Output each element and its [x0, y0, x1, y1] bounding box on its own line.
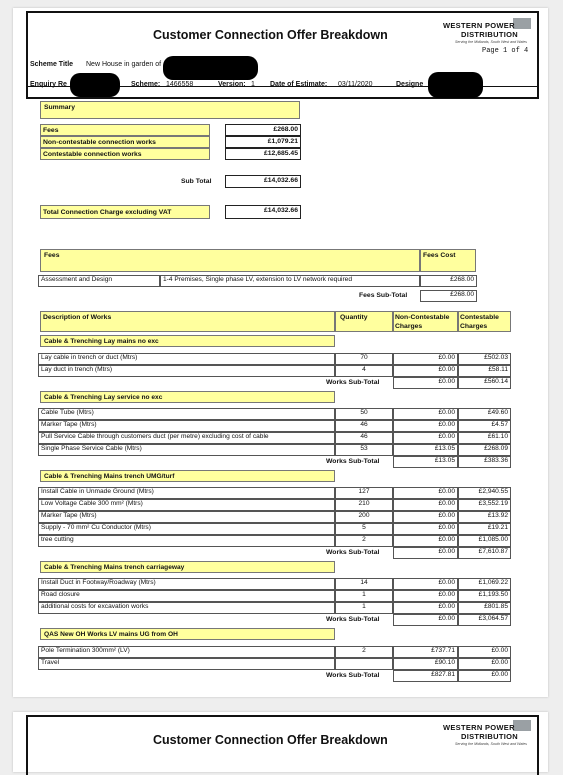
col-quantity: Quantity: [340, 314, 368, 321]
scheme-title-value: New House in garden of: [86, 61, 162, 68]
work-qty: 4: [335, 365, 393, 377]
work-c: £49.60: [458, 408, 511, 420]
summary-contest-value: £12,685.45: [225, 148, 301, 160]
works-subtotal-label: Works Sub-Total: [326, 379, 380, 386]
works-subtotal-label: Works Sub-Total: [326, 672, 380, 679]
work-qty: 5: [335, 523, 393, 535]
date-label: Date of Estimate:: [270, 81, 328, 88]
summary-row-box: [40, 136, 210, 148]
summary-fees-value: £268.00: [225, 124, 301, 136]
summary-heading-box: [40, 101, 300, 119]
work-c: £19.21: [458, 523, 511, 535]
work-qty: 127: [335, 487, 393, 499]
wpd-logo: [443, 720, 535, 748]
col-contest-1: Contestable: [460, 314, 499, 321]
work-qty: 1: [335, 590, 393, 602]
col-noncontest-2: Charges: [395, 323, 423, 330]
subtotal-c: £3,064.57: [458, 614, 511, 626]
work-desc: Road closure: [38, 590, 335, 602]
work-c: £1,069.22: [458, 578, 511, 590]
work-nc: £0.00: [393, 487, 458, 499]
work-c: £268.09: [458, 444, 511, 456]
version-value: 1: [251, 81, 255, 88]
works-subtotal-label: Works Sub-Total: [326, 549, 380, 556]
work-c: £801.85: [458, 602, 511, 614]
work-qty: [335, 658, 393, 670]
scheme-value: 1466558: [166, 81, 194, 88]
fees-heading-box: [40, 249, 420, 272]
section-title: Cable & Trenching Lay service no exc: [40, 391, 335, 403]
subtotal-c: £7,610.87: [458, 547, 511, 559]
work-qty: 46: [335, 432, 393, 444]
work-c: £61.10: [458, 432, 511, 444]
work-qty: 210: [335, 499, 393, 511]
section-title: QAS New OH Works LV mains UG from OH: [40, 628, 335, 640]
document-page-1: [13, 8, 548, 697]
work-desc: Install Duct in Footway/Roadway (Mtrs): [38, 578, 335, 590]
wpd-logo: [443, 18, 535, 46]
version-label: Version:: [218, 81, 246, 88]
work-desc: tree cutting: [38, 535, 335, 547]
summary-row-box: [40, 124, 210, 136]
fees-cost-heading: Fees Cost: [423, 252, 456, 259]
work-c: £13.92: [458, 511, 511, 523]
subtotal-nc: £0.00: [393, 377, 458, 389]
work-c: £0.00: [458, 658, 511, 670]
works-nc-header: [393, 311, 458, 332]
page-number: Page 1 of 4: [482, 47, 529, 55]
work-c: £58.11: [458, 365, 511, 377]
work-nc: £0.00: [393, 578, 458, 590]
work-qty: 70: [335, 353, 393, 365]
work-nc: £0.00: [393, 353, 458, 365]
work-desc: Pole Termination 300mm² (LV): [38, 646, 335, 658]
col-noncontest-1: Non-Contestable: [395, 314, 450, 321]
logo-graphic-icon: [513, 18, 531, 29]
work-nc: £0.00: [393, 523, 458, 535]
fees-subtotal-label: Fees Sub-Total: [359, 292, 408, 299]
total-value: £14,032.66: [225, 205, 301, 219]
date-value: 03/11/2020: [338, 81, 373, 88]
work-desc: Lay cable in trench or duct (Mtrs): [38, 353, 335, 365]
works-c-header: [458, 311, 511, 332]
section-title: Cable & Trenching Mains trench carriageway: [40, 561, 335, 573]
logo-line2: DISTRIBUTION: [461, 30, 518, 39]
work-nc: £0.00: [393, 499, 458, 511]
col-contest-2: Charges: [460, 323, 488, 330]
work-qty: 46: [335, 420, 393, 432]
work-desc: Marker Tape (Mtrs): [38, 420, 335, 432]
subtotal-nc: £13.05: [393, 456, 458, 468]
total-box: [40, 205, 210, 219]
subtotal-nc: £827.81: [393, 670, 458, 682]
work-qty: 1: [335, 602, 393, 614]
work-nc: £0.00: [393, 535, 458, 547]
summary-heading: Summary: [44, 104, 75, 111]
work-qty: 14: [335, 578, 393, 590]
work-nc: £0.00: [393, 511, 458, 523]
summary-noncontest-label: Non-contestable connection works: [43, 139, 156, 146]
summary-row-box: [40, 148, 210, 160]
subtotal-c: £560.14: [458, 377, 511, 389]
logo-tagline: Serving the Midlands, South West and Wales: [455, 40, 527, 44]
work-c: £1,085.00: [458, 535, 511, 547]
work-c: £1,193.50: [458, 590, 511, 602]
work-nc: £0.00: [393, 365, 458, 377]
work-c: £4.57: [458, 420, 511, 432]
summary-contest-label: Contestable connection works: [43, 151, 142, 158]
logo-graphic-icon: [513, 720, 531, 731]
work-qty: 200: [335, 511, 393, 523]
work-c: £502.03: [458, 353, 511, 365]
logo-line1: WESTERN POWER: [443, 723, 515, 732]
works-subtotal-label: Works Sub-Total: [326, 458, 380, 465]
work-nc: £737.71: [393, 646, 458, 658]
logo-tagline: Serving the Midlands, South West and Wales: [455, 742, 527, 746]
subtotal-c: £0.00: [458, 670, 511, 682]
total-label: Total Connection Charge excluding VAT: [43, 209, 172, 216]
summary-noncontest-value: £1,079.21: [225, 136, 301, 148]
redaction-mark: [428, 72, 483, 98]
enquiry-ref-label: Enquiry Re: [30, 81, 67, 88]
logo-line2: DISTRIBUTION: [461, 732, 518, 741]
subtotal-c: £383.36: [458, 456, 511, 468]
col-description: Description of Works: [43, 314, 112, 321]
designer-label: Designe: [396, 81, 424, 88]
work-qty: 53: [335, 444, 393, 456]
work-c: £2,940.55: [458, 487, 511, 499]
works-desc-header: [40, 311, 335, 332]
fees-item-label: Assessment and Design: [38, 275, 160, 287]
work-nc: £0.00: [393, 602, 458, 614]
work-nc: £0.00: [393, 432, 458, 444]
work-desc: Cable Tube (Mtrs): [38, 408, 335, 420]
fees-item-value: £268.00: [420, 275, 477, 287]
fees-item-desc: 1-4 Premises, Single phase LV, extension to LV network required: [160, 275, 420, 287]
subtotal-nc: £0.00: [393, 547, 458, 559]
work-nc: £90.10: [393, 658, 458, 670]
logo-line1: WESTERN POWER: [443, 21, 515, 30]
subtotal-label: Sub Total: [181, 178, 212, 185]
fees-subtotal-value: £268.00: [420, 290, 477, 302]
works-subtotal-label: Works Sub-Total: [326, 616, 380, 623]
work-nc: £0.00: [393, 590, 458, 602]
work-nc: £0.00: [393, 420, 458, 432]
work-c: £3,552.19: [458, 499, 511, 511]
subtotal-nc: £0.00: [393, 614, 458, 626]
work-qty: 50: [335, 408, 393, 420]
work-desc: Marker Tape (Mtrs): [38, 511, 335, 523]
fees-cost-heading-box: [420, 249, 476, 272]
summary-fees-label: Fees: [43, 127, 59, 134]
work-desc: Single Phase Service Cable (Mtrs): [38, 444, 335, 456]
subtotal-value: £14,032.66: [225, 175, 301, 188]
work-desc: additional costs for excavation works: [38, 602, 335, 614]
section-title: Cable & Trenching Lay mains no exc: [40, 335, 335, 347]
work-nc: £13.05: [393, 444, 458, 456]
work-nc: £0.00: [393, 408, 458, 420]
fees-heading: Fees: [44, 252, 60, 259]
scheme-title-label: Scheme Title: [30, 61, 74, 68]
redaction-mark: [163, 56, 258, 80]
redaction-mark: [70, 73, 120, 97]
work-desc: Low Voltage Cable 300 mm² (Mtrs): [38, 499, 335, 511]
section-title: Cable & Trenching Mains trench UMG/turf: [40, 470, 335, 482]
work-desc: Pull Service Cable through customers duct (per metre) excluding cost of cable: [38, 432, 335, 444]
page-title: Customer Connection Offer Breakdown: [153, 733, 388, 747]
work-desc: Supply - 70 mm² Cu Conductor (Mtrs): [38, 523, 335, 535]
work-desc: Travel: [38, 658, 335, 670]
document-page-2: [13, 712, 548, 772]
work-qty: 2: [335, 646, 393, 658]
work-qty: 2: [335, 535, 393, 547]
works-qty-header: [335, 311, 393, 332]
work-c: £0.00: [458, 646, 511, 658]
scheme-label: Scheme:: [131, 81, 161, 88]
page-title: Customer Connection Offer Breakdown: [153, 28, 388, 42]
work-desc: Install Cable in Unmade Ground (Mtrs): [38, 487, 335, 499]
work-desc: Lay duct in trench (Mtrs): [38, 365, 335, 377]
